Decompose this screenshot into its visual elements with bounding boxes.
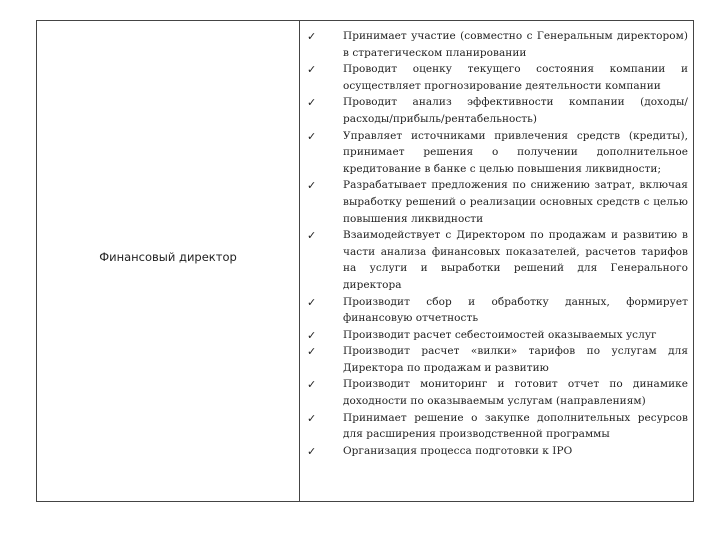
- duty-text: Взаимодействует с Директором по продажам и развитию в части анализа финансовых показателей, расчетов тарифов на услуги и выработки решений для Генерального директора: [343, 229, 688, 291]
- check-icon: ✓: [307, 411, 317, 425]
- check-icon: ✓: [307, 179, 317, 193]
- duty-item: [300, 227, 693, 293]
- duty-text: Проводит оценку текущего состояния компании и осуществляет прогнозирование деятельности компании: [343, 63, 688, 92]
- check-icon: ✓: [307, 378, 317, 392]
- duty-text: Принимает решение о закупке дополнительных ресурсов для расширения производственной программы: [343, 411, 688, 441]
- responsibilities-table: [36, 20, 694, 502]
- duty-item: [300, 327, 693, 344]
- duty-item: [300, 410, 693, 443]
- duty-item: [300, 28, 693, 61]
- duty-text: Производит сбор и обработку данных, формирует финансовую отчетность: [343, 295, 688, 325]
- duty-item: [300, 343, 693, 376]
- duty-text: Проводит анализ эффективности компании (доходы/расходы/прибыль/рентабельность): [343, 96, 688, 125]
- duty-item: [300, 443, 693, 460]
- check-icon: ✓: [307, 345, 317, 359]
- check-icon: ✓: [307, 129, 317, 143]
- duty-item: [300, 376, 693, 409]
- duty-item: [300, 128, 693, 178]
- role-cell: [37, 21, 299, 501]
- duty-text: Управляет источниками привлечения средств (кредиты), принимает решения о получении дополнительное кредитование в банке с целью повышения ликвидности;: [343, 129, 688, 175]
- duty-item: [300, 177, 693, 227]
- duty-text: Разрабатывает предложения по снижению затрат, включая выработку решений о реализации основных средств с целью повышения ликвидности: [343, 179, 688, 225]
- duty-text: Производит расчет себестоимостей оказываемых услуг: [343, 328, 657, 341]
- duty-text: Производит расчет «вилки» тарифов по услугам для Директора по продажам и развитию: [343, 345, 688, 374]
- check-icon: ✓: [307, 328, 317, 342]
- duty-text: Принимает участие (совместно с Генеральным директором) в стратегическом планировании: [343, 30, 688, 59]
- check-icon: ✓: [307, 96, 317, 110]
- check-icon: ✓: [307, 444, 317, 458]
- duties-list: [300, 28, 693, 459]
- duty-item: [300, 61, 693, 94]
- role-title: Финансовый директор: [99, 250, 237, 264]
- duty-text: Производит мониторинг и готовит отчет по динамике доходности по оказываемым услугам (направлениям): [343, 378, 688, 408]
- duty-item: [300, 94, 693, 127]
- check-icon: ✓: [307, 30, 317, 43]
- check-icon: ✓: [307, 63, 317, 77]
- check-icon: ✓: [307, 295, 317, 309]
- duty-item: [300, 294, 693, 327]
- duty-text: Организация процесса подготовки к IPO: [343, 444, 573, 457]
- check-icon: ✓: [307, 229, 317, 243]
